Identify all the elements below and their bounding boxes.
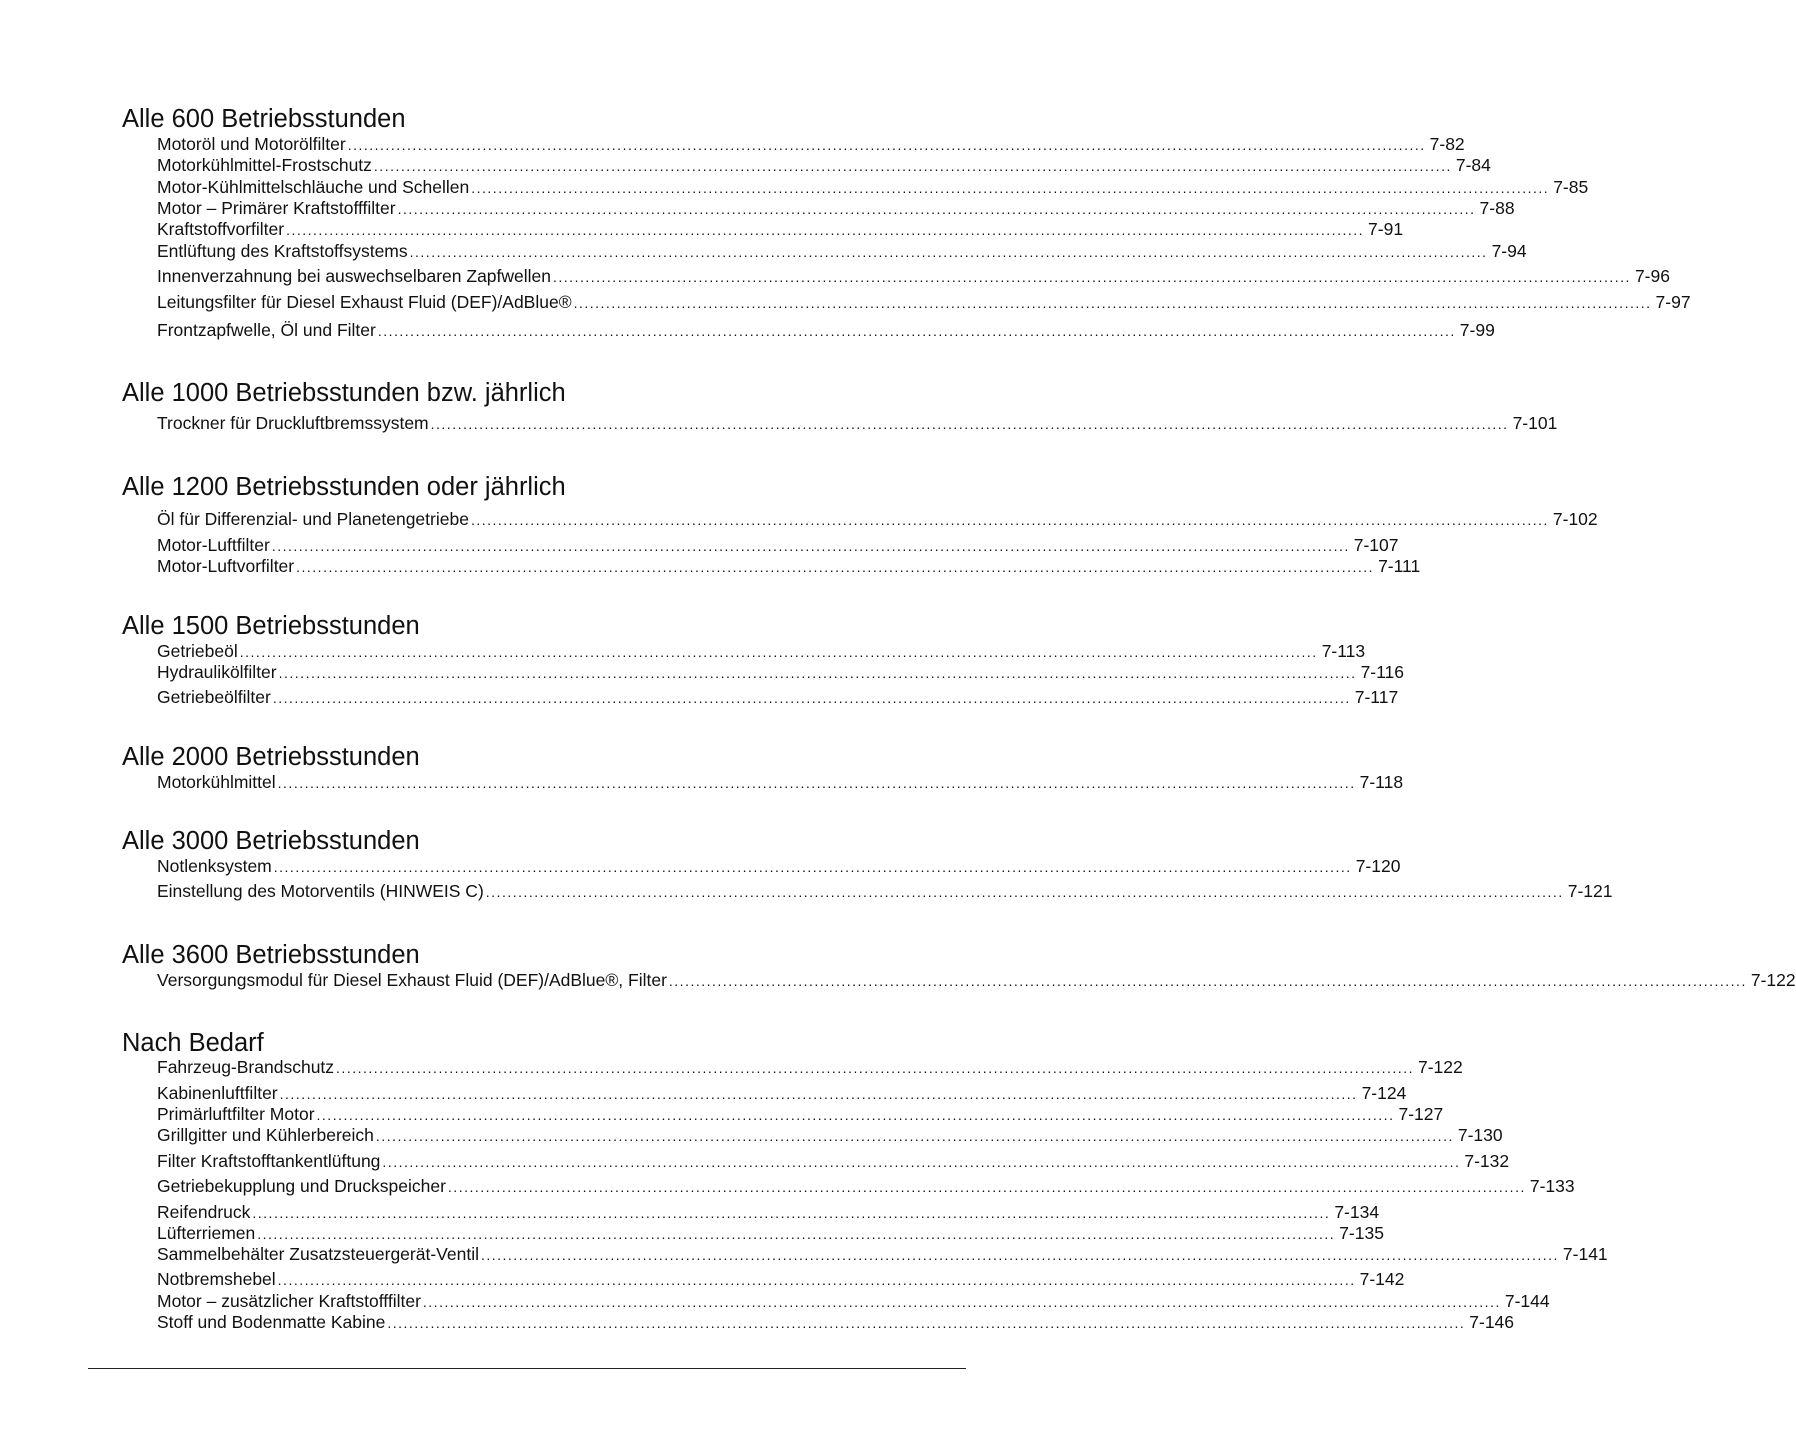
toc-entry[interactable] (157, 291, 1691, 313)
dot-leader: ........................................................................................................................................................................................................ (316, 1107, 1395, 1123)
section-heading: Alle 600 Betriebsstunden (122, 105, 406, 133)
entry-label: Stoff und Bodenmatte Kabine (157, 1312, 386, 1332)
toc-entry[interactable] (157, 1056, 1463, 1078)
dot-leader: ........................................................................................................................................................................................................ (471, 180, 1550, 196)
toc-entry[interactable] (157, 265, 1670, 287)
toc-entry[interactable] (157, 176, 1589, 198)
dot-leader: ........................................................................................................................................................................................................ (277, 775, 1356, 791)
entry-label: Motorkühlmittel (157, 772, 276, 792)
dot-leader: ........................................................................................................................................................................................................ (553, 269, 1631, 285)
entry-page: 7-88 (1479, 198, 1515, 218)
entry-label: Kabinenluftfilter (157, 1083, 278, 1103)
toc-entry[interactable] (157, 197, 1515, 219)
toc-entry[interactable] (157, 640, 1366, 662)
entry-label: Motor-Luftvorfilter (157, 556, 295, 576)
dot-leader: ........................................................................................................................................................................................................ (273, 859, 1352, 875)
entry-page: 7-117 (1354, 687, 1399, 707)
dot-leader: ........................................................................................................................................................................................................ (279, 1086, 1358, 1102)
dot-leader: ........................................................................................................................................................................................................ (397, 201, 1476, 217)
entry-label: Kraftstoffvorfilter (157, 219, 285, 239)
entry-page: 7-84 (1455, 155, 1491, 175)
dot-leader: ........................................................................................................................................................................................................ (422, 1294, 1501, 1310)
dot-leader: ........................................................................................................................................................................................................ (485, 884, 1564, 900)
toc-entry[interactable] (157, 534, 1399, 556)
toc-entry[interactable] (157, 154, 1491, 176)
toc-entry[interactable] (157, 880, 1613, 902)
entry-label: Notlenksystem (157, 856, 272, 876)
entry-label: Getriebeöl (157, 641, 238, 661)
entry-label: Motoröl und Motorölfilter (157, 134, 346, 154)
entry-page: 7-122 (1750, 970, 1796, 990)
entry-label: Innenverzahnung bei auswechselbaren Zapfwellen (157, 266, 552, 286)
entry-label: Trockner für Druckluftbremssystem (157, 413, 429, 433)
toc-entry[interactable] (157, 240, 1527, 262)
entry-label: Getriebeölfilter (157, 687, 271, 707)
entry-page: 7-134 (1334, 1202, 1380, 1222)
toc-entry[interactable] (157, 1311, 1515, 1333)
entry-page: 7-124 (1361, 1083, 1407, 1103)
dot-leader: ........................................................................................................................................................................................................ (277, 1272, 1356, 1288)
entry-label: Motor – zusätzlicher Kraftstofffilter (157, 1291, 421, 1311)
toc-entry[interactable] (157, 1103, 1444, 1125)
toc-entry[interactable] (157, 1268, 1405, 1290)
section-heading: Alle 3000 Betriebsstunden (122, 827, 420, 855)
entry-page: 7-82 (1429, 134, 1465, 154)
entry-page: 7-135 (1339, 1223, 1384, 1243)
toc-entry[interactable] (157, 1082, 1407, 1104)
entry-page: 7-132 (1464, 1151, 1510, 1171)
entry-label: Filter Kraftstofftankentlüftung (157, 1151, 381, 1171)
dot-leader: ........................................................................................................................................................................................................ (430, 416, 1509, 432)
dot-leader: ........................................................................................................................................................................................................ (336, 1060, 1414, 1076)
dot-leader: ........................................................................................................................................................................................................ (239, 644, 1318, 660)
entry-page: 7-85 (1553, 177, 1589, 197)
toc-entry[interactable] (157, 1175, 1575, 1197)
dot-leader: ........................................................................................................................................................................................................ (278, 665, 1357, 681)
entry-page: 7-127 (1398, 1104, 1444, 1124)
entry-page: 7-142 (1359, 1269, 1405, 1289)
dot-leader: ........................................................................................................................................................................................................ (470, 512, 1549, 528)
toc-entry[interactable] (157, 412, 1558, 434)
section-heading: Alle 1000 Betriebsstunden bzw. jährlich (122, 379, 566, 407)
entry-page: 7-144 (1504, 1291, 1550, 1311)
toc-entry[interactable] (157, 969, 1796, 991)
toc-entry[interactable] (157, 661, 1405, 683)
entry-page: 7-91 (1368, 219, 1404, 239)
entry-label: Sammelbehälter Zusatzsteuergerät-Ventil (157, 1244, 479, 1264)
entry-page: 7-94 (1491, 241, 1527, 261)
dot-leader: ........................................................................................................................................................................................................ (271, 538, 1350, 554)
toc-entry[interactable] (157, 1290, 1550, 1312)
entry-page: 7-146 (1469, 1312, 1515, 1332)
entry-label: Motor-Luftfilter (157, 535, 270, 555)
entry-label: Frontzapfwelle, Öl und Filter (157, 320, 376, 340)
dot-leader: ........................................................................................................................................................................................................ (375, 1128, 1454, 1144)
toc-entry[interactable] (157, 133, 1465, 155)
entry-label: Getriebekupplung und Druckspeicher (157, 1176, 446, 1196)
toc-entry[interactable] (157, 555, 1421, 577)
dot-leader: ........................................................................................................................................................................................................ (257, 1226, 1336, 1242)
dot-leader: ........................................................................................................................................................................................................ (382, 1154, 1461, 1170)
entry-page: 7-97 (1655, 292, 1691, 312)
dot-leader: ........................................................................................................................................................................................................ (286, 222, 1365, 238)
dot-leader: ........................................................................................................................................................................................................ (409, 244, 1488, 260)
entry-label: Fahrzeug-Brandschutz (157, 1057, 335, 1077)
toc-entry[interactable] (157, 1124, 1503, 1146)
dot-leader: ........................................................................................................................................................................................................ (387, 1315, 1466, 1331)
toc-entry[interactable] (157, 686, 1399, 708)
toc-entry[interactable] (157, 771, 1404, 793)
entry-page: 7-107 (1353, 535, 1399, 555)
entry-page: 7-101 (1512, 413, 1558, 433)
entry-label: Reifendruck (157, 1202, 251, 1222)
toc-entry[interactable] (157, 1150, 1510, 1172)
entry-label: Notbremshebel (157, 1269, 276, 1289)
entry-page: 7-141 (1562, 1244, 1608, 1264)
entry-label: Leitungsfilter für Diesel Exhaust Fluid (DEF)/AdBlue® (157, 292, 572, 312)
entry-page: 7-102 (1552, 509, 1598, 529)
entry-page: 7-122 (1417, 1057, 1463, 1077)
dot-leader: ........................................................................................................................................................................................................ (373, 158, 1452, 174)
entry-page: 7-113 (1321, 641, 1366, 661)
section-heading: Nach Bedarf (122, 1029, 264, 1057)
dot-leader: ........................................................................................................................................................................................................ (347, 137, 1426, 153)
entry-page: 7-133 (1529, 1176, 1575, 1196)
entry-page: 7-111 (1378, 556, 1421, 576)
entry-label: Motor-Kühlmittelschläuche und Schellen (157, 177, 470, 197)
entry-label: Versorgungsmodul für Diesel Exhaust Fluid (DEF)/AdBlue®, Filter (157, 970, 667, 990)
dot-leader: ........................................................................................................................................................................................................ (668, 973, 1747, 989)
entry-label: Motor – Primärer Kraftstofffilter (157, 198, 396, 218)
dot-leader: ........................................................................................................................................................................................................ (480, 1247, 1559, 1263)
entry-page: 7-96 (1634, 266, 1670, 286)
entry-label: Grillgitter und Kühlerbereich (157, 1125, 374, 1145)
entry-label: Hydraulikölfilter (157, 662, 277, 682)
dot-leader: ........................................................................................................................................................................................................ (272, 690, 1351, 706)
section-heading: Alle 1500 Betriebsstunden (122, 612, 420, 640)
toc-entry[interactable] (157, 319, 1495, 341)
toc-entry[interactable] (157, 1201, 1380, 1223)
entry-label: Lüfterriemen (157, 1223, 256, 1243)
section-heading: Alle 3600 Betriebsstunden (122, 941, 420, 969)
entry-page: 7-120 (1355, 856, 1401, 876)
entry-page: 7-116 (1360, 662, 1405, 682)
entry-page: 7-99 (1459, 320, 1495, 340)
footer-rule (88, 1368, 966, 1369)
toc-entry[interactable] (157, 1243, 1608, 1265)
section-heading: Alle 1200 Betriebsstunden oder jährlich (122, 473, 566, 501)
dot-leader: ........................................................................................................................................................................................................ (296, 559, 1375, 575)
dot-leader: ........................................................................................................................................................................................................ (447, 1179, 1526, 1195)
dot-leader: ........................................................................................................................................................................................................ (252, 1205, 1331, 1221)
toc-entry[interactable] (157, 1222, 1384, 1244)
toc-entry[interactable] (157, 218, 1404, 240)
entry-label: Motorkühlmittel-Frostschutz (157, 155, 372, 175)
section-heading: Alle 2000 Betriebsstunden (122, 743, 420, 771)
entry-page: 7-118 (1359, 772, 1404, 792)
dot-leader: ........................................................................................................................................................................................................ (573, 295, 1652, 311)
entry-label: Primärluftfilter Motor (157, 1104, 315, 1124)
toc-entry[interactable] (157, 508, 1598, 530)
entry-label: Einstellung des Motorventils (HINWEIS C) (157, 881, 484, 901)
toc-entry[interactable] (157, 855, 1401, 877)
dot-leader: ........................................................................................................................................................................................................ (377, 323, 1456, 339)
entry-page: 7-130 (1457, 1125, 1503, 1145)
entry-label: Öl für Differenzial- und Planetengetriebe (157, 509, 469, 529)
entry-page: 7-121 (1567, 881, 1613, 901)
entry-label: Entlüftung des Kraftstoffsystems (157, 241, 408, 261)
